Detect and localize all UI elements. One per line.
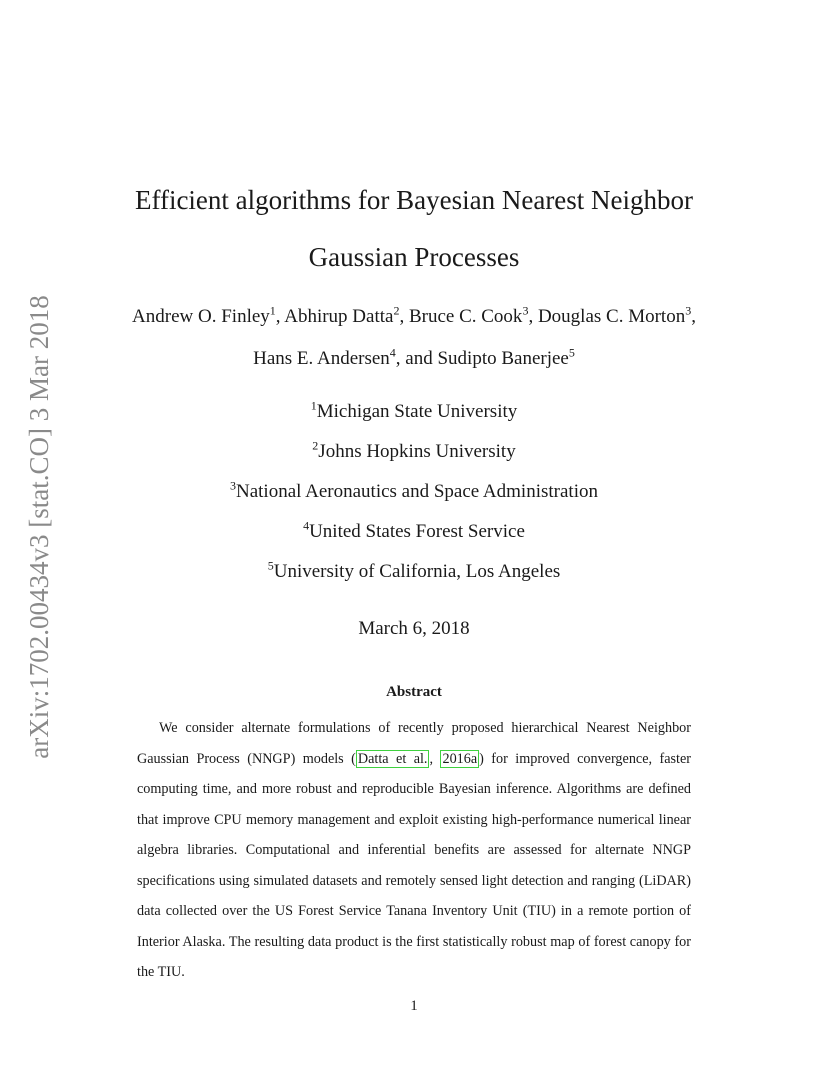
author-separator: , — [528, 306, 538, 327]
abstract-part-1: We consider alternate formulations of recently proposed hierarchical Nearest Neighbor Gaussian Process (NNGP) models ( — [137, 720, 691, 767]
author-separator: , — [691, 306, 696, 327]
affiliation-mark: 5 — [267, 558, 274, 573]
author-separator: , and — [395, 348, 438, 369]
author-separator: , — [399, 306, 409, 327]
author-line-2 — [0, 338, 828, 380]
author-affil-mark: 2 — [393, 303, 400, 318]
affiliation-name: National Aeronautics and Space Administration — [236, 481, 598, 502]
affiliation-mark: 2 — [312, 438, 319, 453]
author-separator: , — [275, 306, 285, 327]
page-number: 1 — [410, 998, 418, 1014]
arxiv-identifier: arXiv:1702.00434v3 [stat.CO] 3 Mar 2018 — [24, 295, 54, 759]
citation-link-year[interactable]: 2016a — [442, 750, 478, 767]
affiliation-item — [0, 392, 828, 432]
paper-title — [0, 172, 828, 286]
affiliation-item — [0, 552, 828, 592]
author-name: Abhirup Datta — [284, 306, 394, 327]
author-name: Bruce C. Cook — [408, 306, 523, 327]
abstract-text — [137, 713, 691, 988]
title-line-2: Gaussian Processes — [308, 242, 520, 272]
affiliation-name: United States Forest Service — [309, 521, 525, 542]
citation-link-authors[interactable]: Datta et al. — [357, 750, 428, 767]
affiliation-name: Michigan State University — [316, 401, 518, 422]
affiliation-mark: 1 — [310, 398, 317, 413]
affiliation-mark: 3 — [230, 478, 236, 493]
affiliation-item — [0, 472, 828, 512]
affiliation-item — [0, 432, 828, 472]
author-affil-mark: 3 — [522, 303, 529, 318]
author-affil-mark: 5 — [568, 345, 575, 360]
affiliation-list — [0, 392, 828, 592]
affiliation-name: Johns Hopkins University — [318, 441, 516, 462]
title-line-1: Efficient algorithms for Bayesian Nearest Neighbor — [134, 185, 694, 215]
author-name: Hans E. Andersen — [253, 348, 390, 369]
author-affil-mark: 4 — [389, 345, 396, 360]
abstract-heading: Abstract — [386, 684, 442, 700]
author-affil-mark: 1 — [269, 303, 276, 318]
citation-separator: , — [429, 750, 441, 767]
affiliation-item — [0, 512, 828, 552]
author-affil-mark: 3 — [685, 303, 692, 318]
publication-date: March 6, 2018 — [358, 618, 470, 639]
author-name: Douglas C. Morton — [537, 306, 686, 327]
abstract-part-2: ) for improved convergence, faster computing time, and more robust and reproducible Bayesian inference. Algorithms are defined that improve CPU memory management and exploit existing high-performance numerical linear algebra libraries. Computational and inferential benefits are assessed for alternate NNGP specifications using simulated datasets and remotely sensed light detection and ranging (LiDAR) data collected over the US Forest Service Tanana Inventory Unit (TIU) in a remote portion of Interior Alaska. The resulting data product is the first statistically robust map of forest canopy for the TIU. — [137, 750, 691, 980]
author-line-1 — [0, 296, 828, 338]
author-name: Andrew O. Finley — [132, 306, 270, 327]
author-name: Sudipto Banerjee — [437, 348, 569, 369]
affiliation-mark: 4 — [303, 518, 310, 533]
affiliation-name: University of California, Los Angeles — [273, 561, 561, 582]
author-list — [0, 296, 828, 380]
